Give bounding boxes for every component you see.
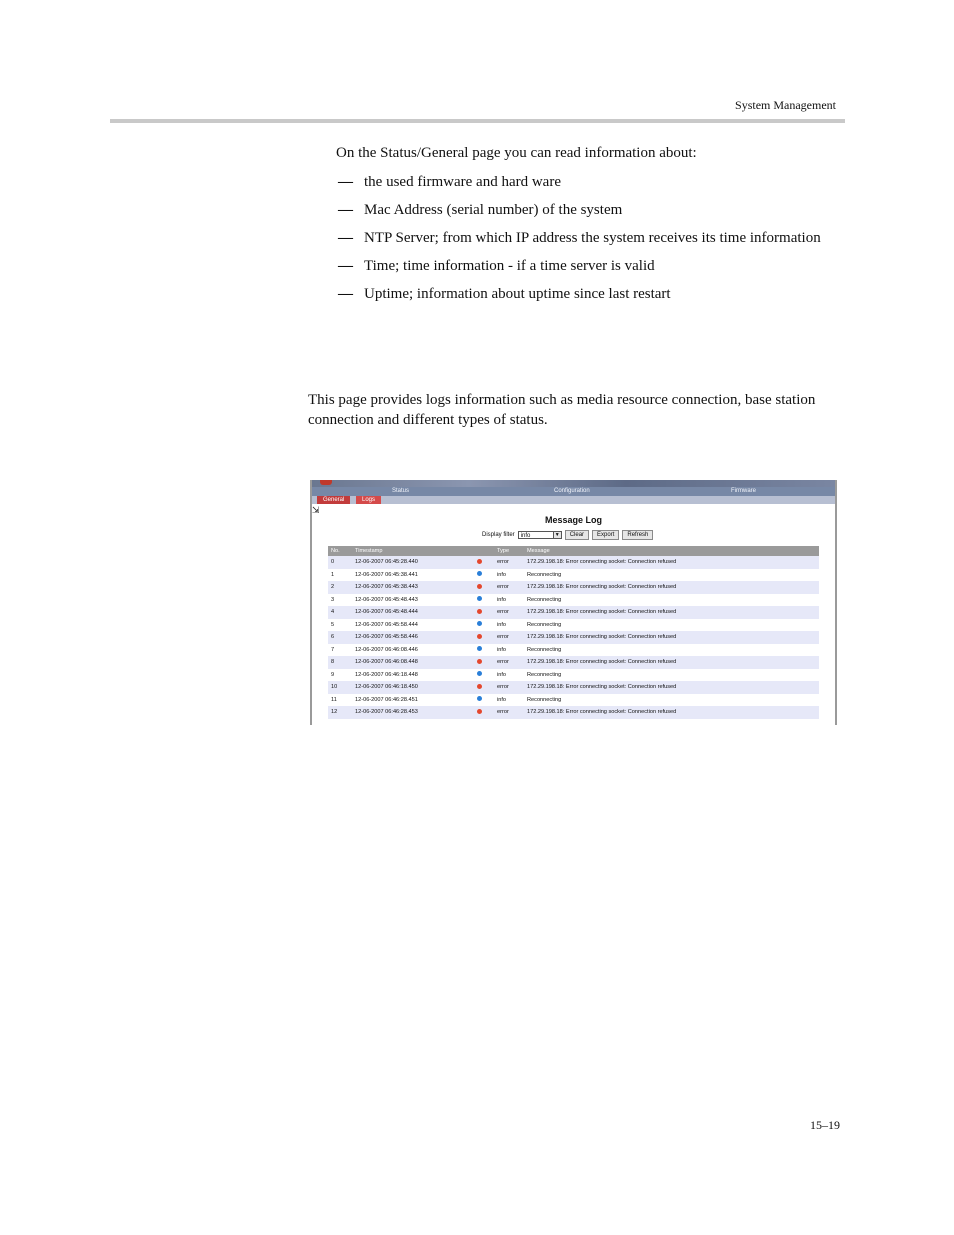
- log-timestamp-cell: 12-06-2007 06:46:28.453: [352, 706, 474, 719]
- column-header-message: Message: [524, 546, 819, 556]
- table-header-row: [328, 546, 819, 556]
- error-status-icon: [477, 634, 482, 639]
- log-status-cell: [474, 644, 494, 657]
- refresh-button[interactable]: Refresh: [622, 530, 653, 540]
- log-message-cell: 172.29.198.18: Error connecting socket: Connection refused: [524, 556, 819, 569]
- table-row: [328, 556, 819, 569]
- log-no-cell: 7: [328, 644, 352, 657]
- log-type-cell: info: [494, 669, 524, 682]
- log-no-cell: 0: [328, 556, 352, 569]
- log-type-cell: error: [494, 606, 524, 619]
- table-row: [328, 706, 819, 719]
- log-message-cell: Reconnecting: [524, 594, 819, 607]
- log-type-cell: info: [494, 694, 524, 707]
- error-status-icon: [477, 584, 482, 589]
- info-status-icon: [477, 696, 482, 701]
- error-status-icon: [477, 709, 482, 714]
- log-type-cell: error: [494, 656, 524, 669]
- log-type-cell: error: [494, 681, 524, 694]
- table-row: [328, 681, 819, 694]
- bullet-marker: —: [338, 286, 353, 302]
- page-title: Message Log: [544, 515, 602, 525]
- log-timestamp-cell: 12-06-2007 06:45:38.441: [352, 569, 474, 582]
- table-row: [328, 606, 819, 619]
- tab-general[interactable]: General: [317, 496, 350, 504]
- message-log-screenshot: [310, 480, 837, 725]
- log-message-cell: 172.29.198.18: Error connecting socket: Connection refused: [524, 606, 819, 619]
- log-type-cell: info: [494, 619, 524, 632]
- filter-label: Display filter: [482, 531, 515, 538]
- export-button[interactable]: Export: [592, 530, 619, 540]
- running-header: System Management: [735, 98, 836, 112]
- sub-tabs: [312, 496, 835, 504]
- log-status-cell: [474, 606, 494, 619]
- log-status-cell: [474, 619, 494, 632]
- column-header-status: [474, 546, 494, 556]
- log-timestamp-cell: 12-06-2007 06:45:58.446: [352, 631, 474, 644]
- info-status-icon: [477, 596, 482, 601]
- log-status-cell: [474, 594, 494, 607]
- table-body: [328, 556, 819, 719]
- display-filter-select[interactable]: info ▼: [518, 531, 562, 539]
- log-status-cell: [474, 581, 494, 594]
- list-item: — NTP Server; from which IP address the system receives its time information: [338, 230, 821, 246]
- info-status-icon: [477, 621, 482, 626]
- table-row: [328, 631, 819, 644]
- logs-description: This page provides logs information such as media resource connection, base station connection and different types of status.: [308, 392, 816, 428]
- log-type-cell: error: [494, 706, 524, 719]
- filter-bar: [482, 529, 653, 540]
- log-message-cell: Reconnecting: [524, 569, 819, 582]
- table-row: [328, 694, 819, 707]
- clear-button[interactable]: Clear: [565, 530, 589, 540]
- column-header-type: Type: [494, 546, 524, 556]
- log-no-cell: 12: [328, 706, 352, 719]
- log-status-cell: [474, 681, 494, 694]
- log-timestamp-cell: 12-06-2007 06:46:18.450: [352, 681, 474, 694]
- log-no-cell: 5: [328, 619, 352, 632]
- tab-logs[interactable]: Logs: [356, 496, 381, 504]
- log-type-cell: error: [494, 631, 524, 644]
- nav-configuration[interactable]: Configuration: [554, 488, 590, 494]
- info-status-icon: [477, 571, 482, 576]
- bullet-marker: —: [338, 202, 353, 218]
- nav-firmware[interactable]: Firmware: [731, 488, 756, 494]
- list-item: — Mac Address (serial number) of the system: [338, 202, 623, 218]
- log-no-cell: 6: [328, 631, 352, 644]
- column-header-timestamp: Timestamp: [352, 546, 474, 556]
- log-type-cell: info: [494, 569, 524, 582]
- list-item: — Time; time information - if a time server is valid: [338, 258, 655, 274]
- log-message-cell: 172.29.198.18: Error connecting socket: Connection refused: [524, 681, 819, 694]
- log-timestamp-cell: 12-06-2007 06:46:08.448: [352, 656, 474, 669]
- log-message-cell: Reconnecting: [524, 644, 819, 657]
- log-no-cell: 11: [328, 694, 352, 707]
- log-message-cell: 172.29.198.18: Error connecting socket: Connection refused: [524, 706, 819, 719]
- table-row: [328, 581, 819, 594]
- log-message-cell: Reconnecting: [524, 619, 819, 632]
- log-message-cell: 172.29.198.18: Error connecting socket: Connection refused: [524, 656, 819, 669]
- log-timestamp-cell: 12-06-2007 06:46:28.451: [352, 694, 474, 707]
- log-timestamp-cell: 12-06-2007 06:45:28.440: [352, 556, 474, 569]
- error-status-icon: [477, 609, 482, 614]
- error-status-icon: [477, 659, 482, 664]
- app-banner: [312, 480, 835, 487]
- error-status-icon: [477, 559, 482, 564]
- column-header-no: No.: [328, 546, 352, 556]
- log-message-cell: 172.29.198.18: Error connecting socket: Connection refused: [524, 631, 819, 644]
- table-row: [328, 669, 819, 682]
- bullet-marker: —: [338, 258, 353, 274]
- log-message-cell: Reconnecting: [524, 669, 819, 682]
- log-no-cell: 2: [328, 581, 352, 594]
- message-log-table: [328, 546, 819, 719]
- nav-status[interactable]: Status: [392, 488, 410, 494]
- log-message-cell: 172.29.198.18: Error connecting socket: Connection refused: [524, 581, 819, 594]
- log-timestamp-cell: 12-06-2007 06:45:58.444: [352, 619, 474, 632]
- table-row: [328, 569, 819, 582]
- table-row: [328, 656, 819, 669]
- log-status-cell: [474, 694, 494, 707]
- log-no-cell: 10: [328, 681, 352, 694]
- log-timestamp-cell: 12-06-2007 06:46:08.446: [352, 644, 474, 657]
- log-status-cell: [474, 556, 494, 569]
- log-status-cell: [474, 706, 494, 719]
- log-status-cell: [474, 669, 494, 682]
- bullet-marker: —: [338, 174, 353, 190]
- log-timestamp-cell: 12-06-2007 06:45:38.443: [352, 581, 474, 594]
- table-row: [328, 619, 819, 632]
- table-row: [328, 644, 819, 657]
- list-item: — the used firmware and hard ware: [338, 174, 561, 190]
- log-type-cell: info: [494, 644, 524, 657]
- info-status-icon: [477, 646, 482, 651]
- log-no-cell: 8: [328, 656, 352, 669]
- intro-text: On the Status/General page you can read information about:: [336, 145, 697, 161]
- log-status-cell: [474, 631, 494, 644]
- log-no-cell: 3: [328, 594, 352, 607]
- log-no-cell: 4: [328, 606, 352, 619]
- log-type-cell: error: [494, 556, 524, 569]
- log-timestamp-cell: 12-06-2007 06:45:48.443: [352, 594, 474, 607]
- log-no-cell: 9: [328, 669, 352, 682]
- info-status-icon: [477, 671, 482, 676]
- log-timestamp-cell: 12-06-2007 06:45:48.444: [352, 606, 474, 619]
- feature-list: [336, 173, 826, 313]
- page-number: 15–19: [810, 1118, 840, 1132]
- log-type-cell: error: [494, 581, 524, 594]
- log-type-cell: info: [494, 594, 524, 607]
- logo-icon: [320, 480, 332, 485]
- log-timestamp-cell: 12-06-2007 06:46:18.448: [352, 669, 474, 682]
- log-message-cell: Reconnecting: [524, 694, 819, 707]
- header-rule: [110, 119, 845, 123]
- log-no-cell: 1: [328, 569, 352, 582]
- bullet-marker: —: [338, 230, 353, 246]
- chevron-down-icon: ▼: [553, 532, 561, 538]
- mouse-cursor-icon: ⇲: [312, 505, 320, 515]
- log-status-cell: [474, 656, 494, 669]
- main-nav: [312, 487, 835, 496]
- log-status-cell: [474, 569, 494, 582]
- error-status-icon: [477, 684, 482, 689]
- table-row: [328, 594, 819, 607]
- list-item: — Uptime; information about uptime since last restart: [338, 286, 671, 302]
